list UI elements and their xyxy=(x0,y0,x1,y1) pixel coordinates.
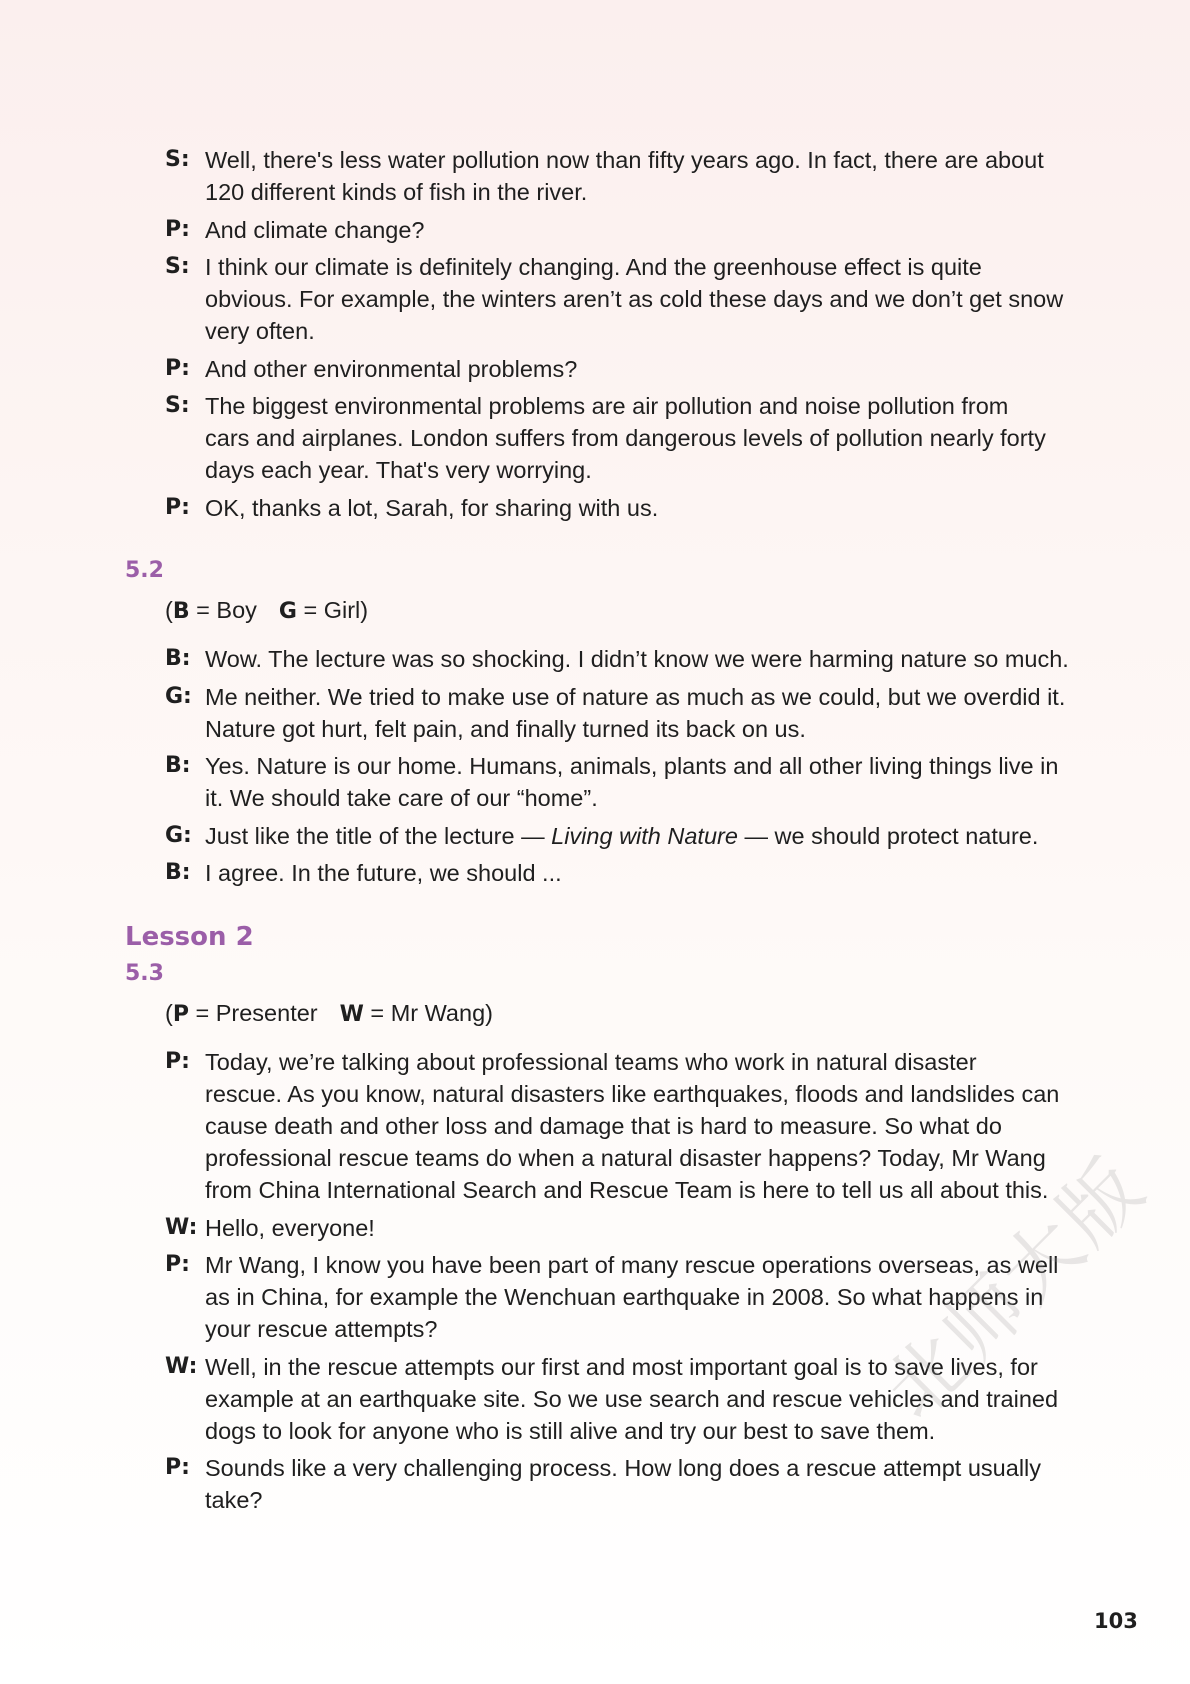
speaker-label: B: xyxy=(165,646,191,671)
speaker-label: G: xyxy=(165,683,192,709)
dialogue-line: OK, thanks a lot, Sarah, for sharing with us. xyxy=(205,494,659,521)
key-open: ( xyxy=(165,1000,173,1026)
key-code: P xyxy=(172,1002,189,1027)
section-label-5-3: 5.3 xyxy=(125,961,164,986)
dialogue-turn xyxy=(0,492,1190,524)
speaker-label: B: xyxy=(165,753,191,778)
dialogue-turn xyxy=(0,750,1190,814)
dialogue-line: The biggest environmental problems are air pollution and noise pollution from xyxy=(205,393,1009,419)
speaker-label: S: xyxy=(165,254,190,279)
dialogue-line: Nature got hurt, felt pain, and finally turned its back on us. xyxy=(205,715,806,742)
page-number: 103 xyxy=(1094,1609,1138,1633)
lesson-title: Lesson 2 xyxy=(125,922,254,952)
dialogue-line: from China International Search and Rescue Team is here to tell us all about this. xyxy=(205,1177,1049,1203)
dialogue-turn xyxy=(0,144,1190,208)
dialogue-turn xyxy=(0,643,1190,675)
speaker-label: P: xyxy=(165,1049,190,1074)
dialogue-line: very often. xyxy=(205,318,315,344)
dialogue-turn xyxy=(0,681,1190,745)
dialogue-line: And other environmental problems? xyxy=(205,355,578,382)
dialogue-line: I agree. In the future, we should ... xyxy=(205,860,562,886)
dialogue-line: I think our climate is definitely changing. And the greenhouse effect is quite xyxy=(205,254,982,280)
key-meaning: = Girl) xyxy=(296,597,369,623)
dialogue-line: Well, there's less water pollution now than fifty years ago. In fact, there are about xyxy=(205,147,1044,173)
dialogue-line: as in China, for example the Wenchuan earthquake in 2008. So what happens in xyxy=(205,1284,1044,1310)
dialogue-line: it. We should take care of our “home”. xyxy=(205,785,598,811)
dialogue-turn xyxy=(0,1452,1190,1516)
speaker-label: S: xyxy=(165,393,190,418)
key-meaning: = Boy xyxy=(189,597,257,623)
speaker-label: P: xyxy=(165,1252,190,1277)
dialogue-line: days each year. That's very worrying. xyxy=(205,457,592,483)
dialogue-line: rescue. As you know, natural disasters like earthquakes, floods and landslides can xyxy=(205,1081,1060,1107)
speaker-label: B: xyxy=(165,860,191,885)
speaker-label: P: xyxy=(165,216,190,242)
dialogue-line: your rescue attempts? xyxy=(205,1316,438,1342)
section-label-5-2: 5.2 xyxy=(125,558,164,583)
dialogue-line: professional rescue teams do when a natural disaster happens? Today, Mr Wang xyxy=(205,1145,1046,1171)
dialogue-turn xyxy=(0,1046,1190,1206)
speaker-label: P: xyxy=(165,494,190,520)
dialogue-line: Yes. Nature is our home. Humans, animals, plants and all other living things live in xyxy=(205,753,1059,779)
key-open: ( xyxy=(165,597,173,623)
dialogue-line: 120 different kinds of fish in the river. xyxy=(205,179,588,205)
key-meaning: = Mr Wang) xyxy=(363,1000,493,1026)
speaker-label: P: xyxy=(165,1455,190,1480)
key-code: G xyxy=(278,599,297,624)
lecture-title: Living with Nature xyxy=(551,822,738,849)
speaker-label: S: xyxy=(165,147,190,172)
dialogue-line: Hello, everyone! xyxy=(205,1214,375,1241)
key-code: B xyxy=(172,599,190,624)
dialogue-turn xyxy=(0,390,1190,486)
publisher-watermark: 北师大版 xyxy=(867,1140,1164,1437)
dialogue-line: cars and airplanes. London suffers from dangerous levels of pollution nearly forty xyxy=(205,425,1046,451)
dialogue-line: Sounds like a very challenging process. How long does a rescue attempt usually xyxy=(205,1455,1042,1481)
dialogue-turn xyxy=(0,251,1190,347)
line-text: — we should protect nature. xyxy=(737,822,1039,849)
dialogue-turn xyxy=(0,820,1190,852)
dialogue-line: Wow. The lecture was so shocking. I didn’t know we were harming nature so much. xyxy=(205,646,1069,672)
dialogue-line: obvious. For example, the winters aren’t as cold these days and we don’t get snow xyxy=(205,286,1064,312)
speaker-key xyxy=(165,594,368,628)
speaker-label: W: xyxy=(165,1353,198,1379)
speaker-label: W: xyxy=(165,1214,198,1240)
dialogue-turn xyxy=(0,857,1190,889)
dialogue-line: Well, in the rescue attempts our first and most important goal is to save lives, for xyxy=(205,1353,1038,1380)
dialogue-line: take? xyxy=(205,1487,263,1513)
dialogue-line: Me neither. We tried to make use of nature as much as we could, but we overdid it. xyxy=(205,683,1066,710)
speaker-label: P: xyxy=(165,355,190,381)
key-code: W xyxy=(339,1002,364,1027)
dialogue-5-2 xyxy=(0,643,1190,895)
dialogue-line: Mr Wang, I know you have been part of many rescue operations overseas, as well xyxy=(205,1252,1059,1278)
speaker-key xyxy=(165,997,493,1031)
dialogue-line: dogs to look for anyone who is still alive and try our best to save them. xyxy=(205,1417,936,1444)
line-text: Just like the title of the lecture — xyxy=(205,822,552,849)
dialogue-turn xyxy=(0,353,1190,385)
dialogue-part1 xyxy=(0,144,1190,529)
dialogue-line: example at an earthquake site. So we use search and rescue vehicles and trained xyxy=(205,1385,1059,1412)
dialogue-line: Today, we’re talking about professional teams who work in natural disaster xyxy=(205,1049,977,1075)
key-meaning: = Presenter xyxy=(188,1000,318,1026)
dialogue-turn xyxy=(0,1351,1190,1447)
speaker-label: G: xyxy=(165,822,192,848)
dialogue-line xyxy=(205,820,1038,852)
dialogue-turn xyxy=(0,214,1190,246)
dialogue-line: And climate change? xyxy=(205,216,425,243)
dialogue-line: cause death and other loss and damage that is hard to measure. So what do xyxy=(205,1113,1002,1139)
